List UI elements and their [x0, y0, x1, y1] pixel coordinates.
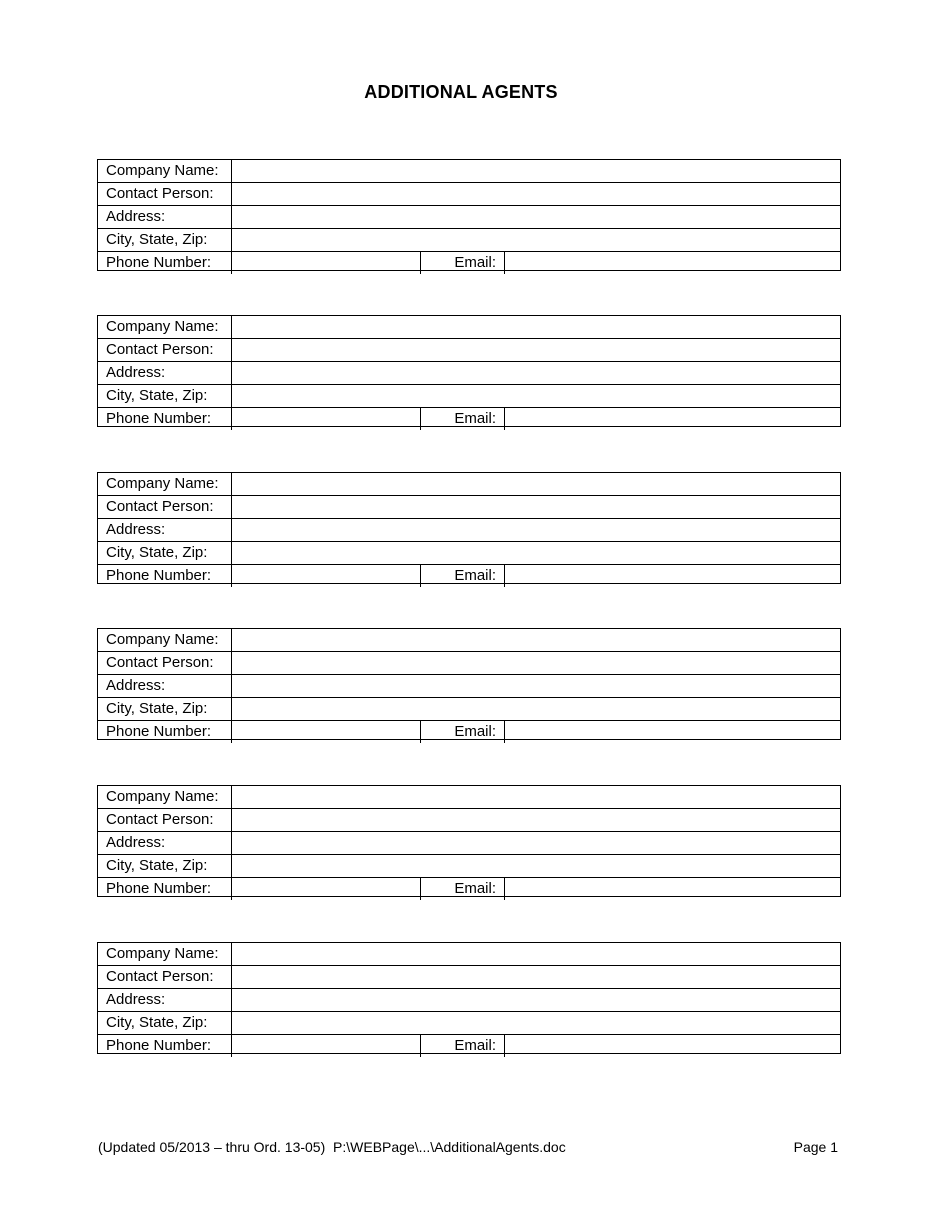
city-state-zip-field[interactable] — [233, 229, 840, 251]
phone-number-field[interactable] — [233, 252, 421, 274]
contact-person-row — [98, 339, 840, 362]
address-row — [98, 206, 840, 229]
phone-email-row — [98, 721, 840, 743]
contact-person-label: Contact Person: — [98, 966, 232, 988]
address-row — [98, 362, 840, 385]
agent-block — [97, 159, 841, 271]
address-field[interactable] — [233, 206, 840, 228]
contact-person-label: Contact Person: — [98, 652, 232, 674]
company-name-field[interactable] — [233, 473, 840, 495]
address-label: Address: — [98, 989, 232, 1011]
email-field[interactable] — [506, 565, 840, 587]
phone-email-row — [98, 878, 840, 900]
email-label: Email: — [421, 1035, 505, 1057]
company-name-field[interactable] — [233, 629, 840, 651]
city-state-zip-field[interactable] — [233, 1012, 840, 1034]
contact-person-field[interactable] — [233, 183, 840, 205]
address-field[interactable] — [233, 832, 840, 854]
agent-block — [97, 942, 841, 1054]
city-state-zip-label: City, State, Zip: — [98, 229, 232, 251]
city-state-zip-label: City, State, Zip: — [98, 855, 232, 877]
company-name-row — [98, 473, 840, 496]
phone-number-label: Phone Number: — [98, 565, 232, 587]
address-label: Address: — [98, 519, 232, 541]
phone-email-row — [98, 252, 840, 274]
phone-number-label: Phone Number: — [98, 408, 232, 430]
footer-document-path: (Updated 05/2013 – thru Ord. 13-05) P:\WEBPage\...\AdditionalAgents.doc — [98, 1139, 566, 1155]
address-row — [98, 989, 840, 1012]
company-name-field[interactable] — [233, 943, 840, 965]
address-row — [98, 832, 840, 855]
contact-person-label: Contact Person: — [98, 809, 232, 831]
contact-person-row — [98, 652, 840, 675]
phone-number-label: Phone Number: — [98, 878, 232, 900]
email-label: Email: — [421, 878, 505, 900]
page-title: ADDITIONAL AGENTS — [364, 82, 558, 102]
contact-person-label: Contact Person: — [98, 496, 232, 518]
contact-person-field[interactable] — [233, 496, 840, 518]
company-name-label: Company Name: — [98, 943, 232, 965]
email-field[interactable] — [506, 408, 840, 430]
email-label: Email: — [421, 252, 505, 274]
contact-person-field[interactable] — [233, 652, 840, 674]
agent-block — [97, 628, 841, 740]
contact-person-row — [98, 809, 840, 832]
email-label: Email: — [421, 565, 505, 587]
company-name-label: Company Name: — [98, 473, 232, 495]
city-state-zip-row — [98, 385, 840, 408]
phone-email-row — [98, 565, 840, 587]
email-field[interactable] — [506, 1035, 840, 1057]
phone-email-row — [98, 408, 840, 430]
phone-number-label: Phone Number: — [98, 1035, 232, 1057]
agent-block — [97, 785, 841, 897]
city-state-zip-label: City, State, Zip: — [98, 542, 232, 564]
company-name-label: Company Name: — [98, 629, 232, 651]
address-label: Address: — [98, 675, 232, 697]
agent-block — [97, 315, 841, 427]
city-state-zip-row — [98, 698, 840, 721]
footer-page-number: Page 1 — [793, 1139, 838, 1155]
company-name-field[interactable] — [233, 316, 840, 338]
email-field[interactable] — [506, 252, 840, 274]
contact-person-field[interactable] — [233, 809, 840, 831]
phone-email-row — [98, 1035, 840, 1057]
city-state-zip-field[interactable] — [233, 542, 840, 564]
company-name-field[interactable] — [233, 160, 840, 182]
address-field[interactable] — [233, 989, 840, 1011]
city-state-zip-row — [98, 542, 840, 565]
city-state-zip-label: City, State, Zip: — [98, 1012, 232, 1034]
city-state-zip-field[interactable] — [233, 385, 840, 407]
phone-number-field[interactable] — [233, 721, 421, 743]
contact-person-field[interactable] — [233, 966, 840, 988]
company-name-row — [98, 316, 840, 339]
address-field[interactable] — [233, 675, 840, 697]
company-name-row — [98, 629, 840, 652]
company-name-label: Company Name: — [98, 316, 232, 338]
company-name-field[interactable] — [233, 786, 840, 808]
phone-number-field[interactable] — [233, 565, 421, 587]
city-state-zip-label: City, State, Zip: — [98, 385, 232, 407]
contact-person-label: Contact Person: — [98, 339, 232, 361]
phone-number-label: Phone Number: — [98, 721, 232, 743]
email-label: Email: — [421, 721, 505, 743]
address-row — [98, 675, 840, 698]
city-state-zip-row — [98, 855, 840, 878]
address-label: Address: — [98, 832, 232, 854]
contact-person-row — [98, 966, 840, 989]
city-state-zip-field[interactable] — [233, 855, 840, 877]
company-name-label: Company Name: — [98, 160, 232, 182]
company-name-row — [98, 943, 840, 966]
address-label: Address: — [98, 362, 232, 384]
address-row — [98, 519, 840, 542]
phone-number-field[interactable] — [233, 878, 421, 900]
phone-number-label: Phone Number: — [98, 252, 232, 274]
phone-number-field[interactable] — [233, 408, 421, 430]
contact-person-row — [98, 496, 840, 519]
city-state-zip-row — [98, 1012, 840, 1035]
contact-person-label: Contact Person: — [98, 183, 232, 205]
contact-person-field[interactable] — [233, 339, 840, 361]
agent-block — [97, 472, 841, 584]
email-label: Email: — [421, 408, 505, 430]
city-state-zip-label: City, State, Zip: — [98, 698, 232, 720]
city-state-zip-field[interactable] — [233, 698, 840, 720]
company-name-row — [98, 160, 840, 183]
contact-person-row — [98, 183, 840, 206]
city-state-zip-row — [98, 229, 840, 252]
email-field[interactable] — [506, 721, 840, 743]
company-name-label: Company Name: — [98, 786, 232, 808]
company-name-row — [98, 786, 840, 809]
phone-number-field[interactable] — [233, 1035, 421, 1057]
address-label: Address: — [98, 206, 232, 228]
address-field[interactable] — [233, 362, 840, 384]
address-field[interactable] — [233, 519, 840, 541]
email-field[interactable] — [506, 878, 840, 900]
